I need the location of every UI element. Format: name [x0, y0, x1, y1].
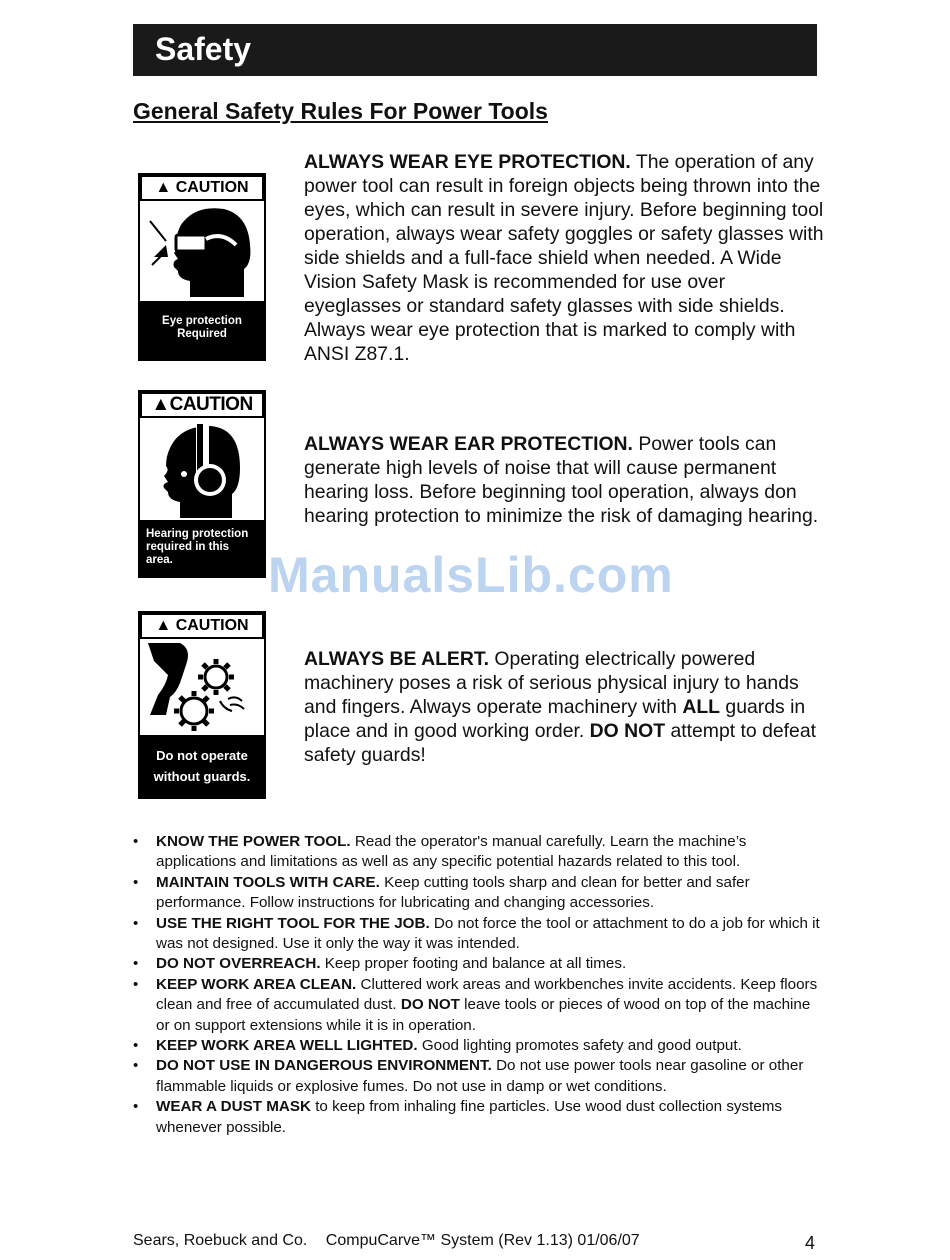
paragraph-text: attempt to defeat safety guards! [304, 720, 816, 766]
rule-heading: MAINTAIN TOOLS WITH CARE. [156, 873, 380, 891]
paragraph-heading: ALWAYS BE ALERT. [304, 648, 489, 670]
sign-footer-line: area. [146, 554, 173, 566]
page-footer [133, 1232, 640, 1250]
watermark: ManualsLib.com [268, 547, 674, 603]
safety-rules-list [133, 832, 823, 1138]
rule-heading: KEEP WORK AREA WELL LIGHTED. [156, 1037, 418, 1055]
list-item [133, 1036, 823, 1056]
caution-label: ▲ CAUTION [140, 175, 264, 201]
rule-text: Cluttered work areas and workbenches invite accidents. Keep floors clean and free of accumulated dust. [156, 975, 818, 1014]
footer-document: CompuCarve™ System (Rev 1.13) 01/06/07 [325, 1232, 640, 1249]
paragraph-text: guards in place and in good working order. [304, 696, 806, 742]
sign-footer [140, 735, 264, 787]
sign-footer-line: required in this [146, 541, 230, 553]
eye-protection-icon [140, 201, 264, 301]
paragraph-text: Operating electrically powered machinery poses a risk of serious physical injury to hands and fingers. Always operate machinery with [304, 648, 799, 718]
paragraph-text: The operation of any power tool can result in foreign objects being thrown into the eyes, which can result in severe injury. Before beginning tool operation, always wear safety goggles or safety glasses with side shields and a full-face shield when needed. A Wide Vision Safety Mask is recommended for use over eyeglasses or standard safety glasses with side shields. Always wear eye protection that is marked to comply with ANSI Z87.1. [304, 151, 824, 365]
list-item [133, 1056, 823, 1097]
paragraph-text: Power tools can generate high levels of noise that will cause permanent hearing loss. Before beginning tool operation, always don hearing protection to minimize the risk of damaging hearing. [304, 433, 819, 527]
eye-protection-sign [138, 173, 266, 361]
section-title: General Safety Rules For Power Tools [133, 98, 548, 124]
page-number: 4 [805, 1233, 816, 1253]
eye-protection-paragraph [304, 150, 824, 366]
ear-protection-paragraph [304, 432, 824, 528]
rule-heading: WEAR A DUST MASK [156, 1098, 311, 1116]
sign-footer-line: Hearing protection [146, 528, 249, 540]
list-item [133, 954, 823, 974]
alert-paragraph [304, 647, 824, 767]
list-item [133, 975, 823, 1036]
sign-footer [140, 301, 264, 341]
rule-heading: DO NOT USE IN DANGEROUS ENVIRONMENT. [156, 1057, 492, 1075]
caution-label: ▲CAUTION [140, 392, 264, 418]
guard-warning-sign [138, 611, 266, 799]
sign-footer-line: without guards. [153, 769, 251, 784]
list-item [133, 914, 823, 955]
list-item [133, 1097, 823, 1138]
sign-footer [140, 520, 264, 567]
section-header-bar [133, 24, 817, 76]
paragraph-emphasis: ALL [682, 696, 721, 718]
rule-text: to keep from inhaling fine particles. Use wood dust collection systems whenever possible. [156, 1098, 783, 1136]
rule-heading: KEEP WORK AREA CLEAN. [156, 975, 357, 993]
rule-emphasis: DO NOT [400, 996, 460, 1014]
hearing-protection-icon [140, 418, 264, 520]
list-item [133, 832, 823, 873]
rule-text: Read the operator's manual carefully. Learn the machine’s applications and limitations as well as any specific potential hazards related to this tool. [156, 833, 747, 871]
sign-footer-line: Eye protection [162, 315, 242, 327]
rule-text: Do not use power tools near gasoline or other flammable liquids or explosive fumes. Do not use in damp or wet conditions. [156, 1057, 804, 1095]
rule-heading: USE THE RIGHT TOOL FOR THE JOB. [156, 914, 430, 932]
caution-label: ▲ CAUTION [140, 613, 264, 639]
hearing-protection-sign [138, 390, 266, 578]
rule-text: Keep cutting tools sharp and clean for better and safer performance. Follow instructions for lubricating and changing accessories. [156, 873, 750, 912]
footer-company: Sears, Roebuck and Co. [133, 1232, 308, 1249]
paragraph-heading: ALWAYS WEAR EYE PROTECTION. [304, 151, 631, 173]
sign-footer-line: Do not operate [156, 748, 248, 763]
paragraph-emphasis: DO NOT [589, 720, 666, 742]
list-item [133, 873, 823, 914]
guard-hazard-icon [140, 639, 264, 735]
paragraph-heading: ALWAYS WEAR EAR PROTECTION. [304, 433, 633, 455]
page-title: Safety [155, 31, 252, 67]
sign-footer-line: Required [177, 328, 227, 340]
rule-text: leave tools or pieces of wood on top of the machine or on support extensions while it is in operation. [156, 996, 811, 1034]
rule-heading: DO NOT OVERREACH. [156, 955, 321, 973]
rule-text: Good lighting promotes safety and good output. [421, 1037, 742, 1055]
rule-text: Keep proper footing and balance at all times. [324, 955, 627, 973]
rule-heading: KNOW THE POWER TOOL. [156, 833, 351, 850]
rule-text: Do not force the tool or attachment to do a job for which it was not designed. Use it only the way it was intended. [156, 914, 820, 953]
